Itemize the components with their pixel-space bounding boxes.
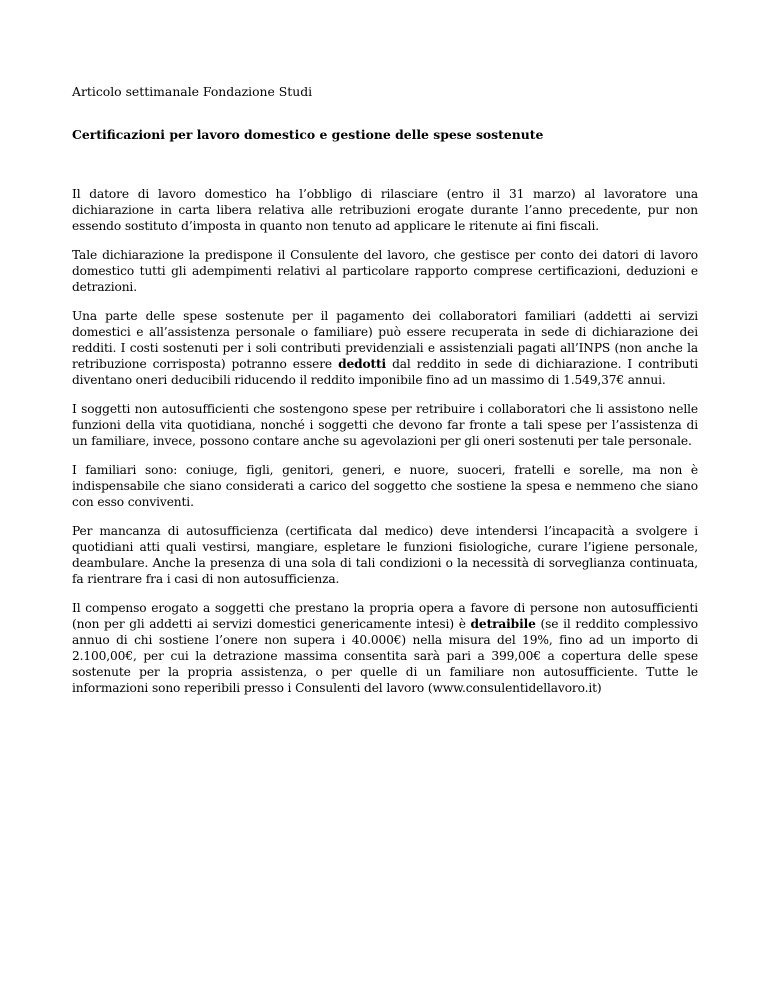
paragraph-4: I soggetti non autosufficienti che sostengono spese per retribuire i collaboratori che li assistono nelle funzioni della vita quotidiana, nonché i soggetti che devono far fronte a tali spese per l’assistenza di un familiare, invece, possono contare anche su agevolazioni per gli oneri sostenuti per tale personale. <box>72 402 698 448</box>
paragraph-3-bold-term: dedotti <box>338 356 387 371</box>
paragraph-6: Per mancanza di autosufficienza (certificata dal medico) deve intendersi l’incapacità a svolgere i quotidiani atti quali vestirsi, mangiare, espletare le funzioni fisiologiche, curare l’igiene personale, deambulare. Anche la presenza di una sola di tali condizioni o la necessità di sorveglianza continuata, fa rientrare fra i casi di non autosufficienza. <box>72 524 698 586</box>
paragraph-7-text-end: (se il reddito complessivo annuo di chi sostiene l’onere non supera i 40.000€) nella misura del 19%, fino ad un importo di 2.100,00€, per cui la detrazione massima consentita sarà pari a 399,00€ a copertura delle spese sostenute per la propria assistenza, o per quelle di un familiare non autosufficiente. Tutte le informazioni sono reperibili presso i Consulenti del lavoro (www.consulentidellavoro.it) <box>72 617 698 695</box>
paragraph-7-bold-term: detraibile <box>470 617 536 632</box>
document-title: Certificazioni per lavoro domestico e gestione delle spese sostenute <box>72 127 544 142</box>
paragraph-3-text-end: dal reddito in sede di dichiarazione. I contributi diventano oneri deducibili riducendo il reddito imponibile fino ad un massimo di 1.549,37€ annui. <box>72 356 698 387</box>
paragraph-7-text-start: Il compenso erogato a soggetti che prestano la propria opera a favore di persone non autosufficienti (non per gli addetti ai servizi domestici genericamente intesi) è <box>72 601 698 632</box>
paragraph-3-text-start: Una parte delle spese sostenute per il pagamento dei collaboratori familiari (addetti ai servizi domestici e all’assistenza personale o familiare) può essere recuperata in sede di dichiarazione dei redditi. I costi sostenuti per i soli contributi previdenziali e assistenziali pagati all’INPS (non anche la retribuzione corrisposta) potranno essere <box>72 309 698 371</box>
paragraph-1: Il datore di lavoro domestico ha l’obbligo di rilasciare (entro il 31 marzo) al lavoratore una dichiarazione in carta libera relativa alle retribuzioni erogate durante l’anno precedente, pur non essendo sostituto d’imposta in quanto non tenuto ad applicare le ritenute ai fini fiscali. <box>72 187 698 233</box>
document-header: Articolo settimanale Fondazione Studi <box>72 84 313 99</box>
document-body <box>72 187 698 710</box>
paragraph-7 <box>72 601 698 696</box>
paragraph-3 <box>72 309 698 388</box>
paragraph-2: Tale dichiarazione la predispone il Consulente del lavoro, che gestisce per conto dei datori di lavoro domestico tutti gli adempimenti relativi al particolare rapporto comprese certificazioni, deduzioni e detrazioni. <box>72 248 698 294</box>
paragraph-5: I familiari sono: coniuge, figli, genitori, generi, e nuore, suoceri, fratelli e sorelle, ma non è indispensabile che siano considerati a carico del soggetto che sostiene la spesa e nemmeno che siano con esso conviventi. <box>72 463 698 509</box>
